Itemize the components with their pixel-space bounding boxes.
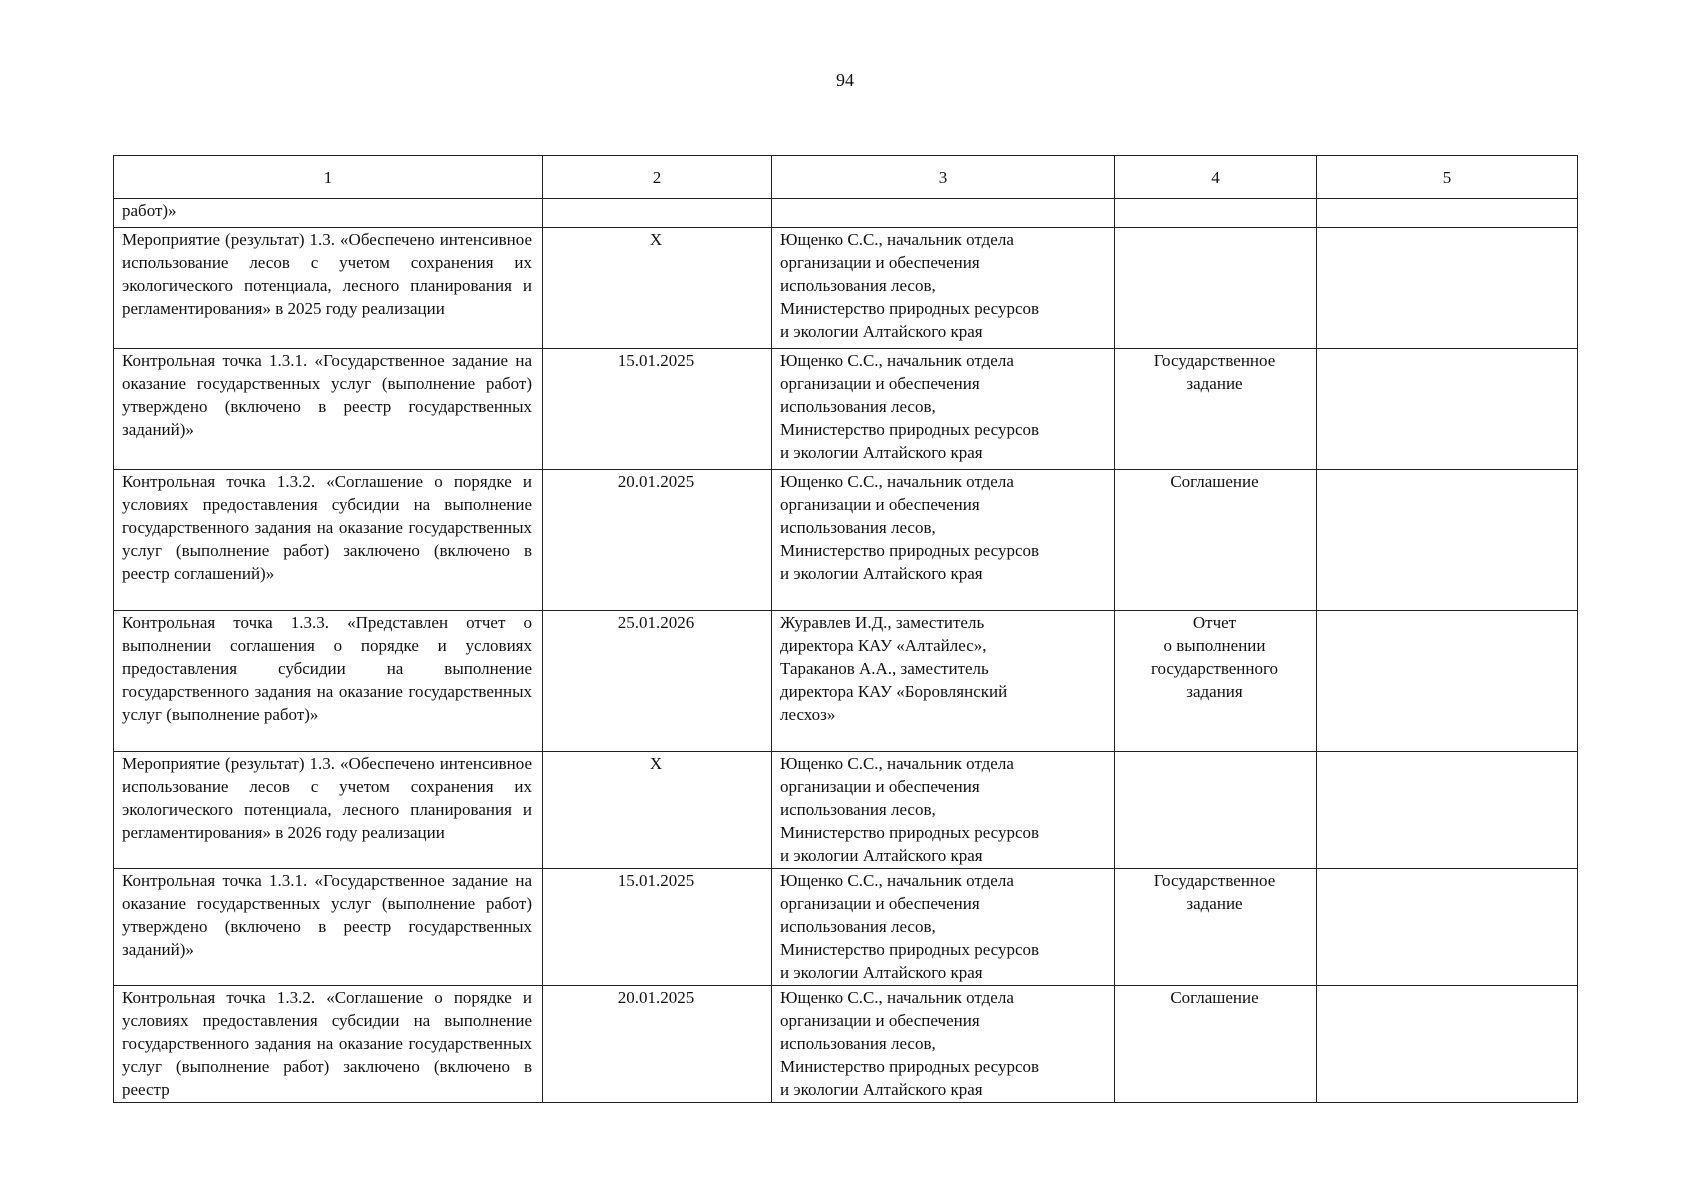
note-cell	[1317, 228, 1578, 349]
date: 15.01.2025	[617, 351, 695, 370]
date: 20.01.2025	[617, 988, 695, 1007]
column-header-2: 2	[543, 156, 772, 199]
date-cell	[543, 986, 772, 1103]
document-type: Государственное задание	[1153, 351, 1276, 393]
date: Х	[649, 230, 663, 249]
note-cell	[1317, 470, 1578, 611]
task-name: Контрольная точка 1.3.3. «Представлен отчет о выполнении соглашения о порядке и условиях предоставления субсидии на выполнение государственного задания на оказание государственных услуг (выполнение работ)»	[122, 613, 532, 724]
responsible: Ющенко С.С., начальник отдела организации и обеспечения использования лесов, Министерство природных ресурсов и экологии Алтайского края	[780, 754, 1040, 865]
date: 15.01.2025	[617, 871, 695, 890]
responsible-cell	[772, 869, 1115, 986]
date-cell	[543, 752, 772, 869]
plan-table	[113, 155, 1578, 1103]
note-cell	[1317, 986, 1578, 1103]
responsible: Ющенко С.С., начальник отдела организации и обеспечения использования лесов, Министерство природных ресурсов и экологии Алтайского края	[780, 871, 1040, 982]
page-number: 94	[836, 70, 854, 90]
table-row	[114, 611, 1578, 752]
note-cell	[1317, 869, 1578, 986]
responsible-cell	[772, 199, 1115, 228]
task-name-cell	[114, 986, 543, 1103]
task-name-cell	[114, 470, 543, 611]
document-type-cell	[1115, 986, 1317, 1103]
date-cell	[543, 470, 772, 611]
task-name: работ)»	[122, 201, 177, 220]
responsible-cell	[772, 228, 1115, 349]
responsible-cell	[772, 470, 1115, 611]
date: 20.01.2025	[617, 472, 695, 491]
task-name: Контрольная точка 1.3.2. «Соглашение о порядке и условиях предоставления субсидии на выполнение государственного задания на оказание государственных услуг (выполнение работ) заключено (включено в реестр соглашений)»	[122, 472, 532, 583]
column-header-5: 5	[1317, 156, 1578, 199]
column-header-4: 4	[1115, 156, 1317, 199]
task-name: Контрольная точка 1.3.1. «Государственное задание на оказание государственных услуг (выполнение работ) утверждено (включено в реестр государственных заданий)»	[122, 871, 532, 959]
document-type-cell	[1115, 470, 1317, 611]
column-header-3: 3	[772, 156, 1115, 199]
note-cell	[1317, 611, 1578, 752]
task-name-cell	[114, 869, 543, 986]
date-cell	[543, 611, 772, 752]
document-type-cell	[1115, 752, 1317, 869]
task-name-cell	[114, 228, 543, 349]
responsible: Ющенко С.С., начальник отдела организации и обеспечения использования лесов, Министерство природных ресурсов и экологии Алтайского края	[780, 988, 1040, 1099]
table-row	[114, 228, 1578, 349]
document-type: Соглашение	[1170, 472, 1259, 491]
task-name-cell	[114, 349, 543, 470]
responsible-cell	[772, 752, 1115, 869]
document-type-cell	[1115, 199, 1317, 228]
note-cell	[1317, 752, 1578, 869]
task-name-cell	[114, 752, 543, 869]
task-name-cell	[114, 199, 543, 228]
date-cell	[543, 869, 772, 986]
date-cell	[543, 199, 772, 228]
date-cell	[543, 349, 772, 470]
table-row	[114, 869, 1578, 986]
document-type-cell	[1115, 349, 1317, 470]
responsible-cell	[772, 986, 1115, 1103]
document-type-cell	[1115, 611, 1317, 752]
task-name: Мероприятие (результат) 1.3. «Обеспечено интенсивное использование лесов с учетом сохранения их экологического потенциала, лесного планирования и регламентирования» в 2025 году реализации	[122, 230, 532, 318]
responsible: Журавлев И.Д., заместитель директора КАУ «Алтайлес», Тараканов А.А., заместитель директора КАУ «Боровлянский лесхоз»	[780, 613, 1008, 724]
table-row	[114, 199, 1578, 228]
responsible-cell	[772, 611, 1115, 752]
date: 25.01.2026	[617, 613, 695, 632]
document-type: Государственное задание	[1153, 871, 1276, 913]
document-type-cell	[1115, 869, 1317, 986]
table-row	[114, 470, 1578, 611]
responsible: Ющенко С.С., начальник отдела организации и обеспечения использования лесов, Министерство природных ресурсов и экологии Алтайского края	[780, 230, 1040, 341]
table-row	[114, 752, 1578, 869]
task-name: Мероприятие (результат) 1.3. «Обеспечено интенсивное использование лесов с учетом сохранения их экологического потенциала, лесного планирования и регламентирования» в 2026 году реализации	[122, 754, 532, 842]
task-name: Контрольная точка 1.3.2. «Соглашение о порядке и условиях предоставления субсидии на выполнение государственного задания на оказание государственных услуг (выполнение работ) заключено (включено в реестр	[122, 988, 532, 1099]
column-header-1: 1	[114, 156, 543, 199]
table-row	[114, 349, 1578, 470]
table-header-row	[114, 156, 1578, 199]
task-name: Контрольная точка 1.3.1. «Государственное задание на оказание государственных услуг (выполнение работ) утверждено (включено в реестр государственных заданий)»	[122, 351, 532, 439]
table-row	[114, 986, 1578, 1103]
responsible: Ющенко С.С., начальник отдела организации и обеспечения использования лесов, Министерство природных ресурсов и экологии Алтайского края	[780, 351, 1040, 462]
document-type-cell	[1115, 228, 1317, 349]
responsible: Ющенко С.С., начальник отдела организации и обеспечения использования лесов, Министерство природных ресурсов и экологии Алтайского края	[780, 472, 1040, 583]
note-cell	[1317, 349, 1578, 470]
note-cell	[1317, 199, 1578, 228]
responsible-cell	[772, 349, 1115, 470]
document-type: Отчет о выполнении государственного задания	[1150, 613, 1279, 701]
task-name-cell	[114, 611, 543, 752]
date: Х	[649, 754, 663, 773]
document-type: Соглашение	[1170, 988, 1259, 1007]
date-cell	[543, 228, 772, 349]
